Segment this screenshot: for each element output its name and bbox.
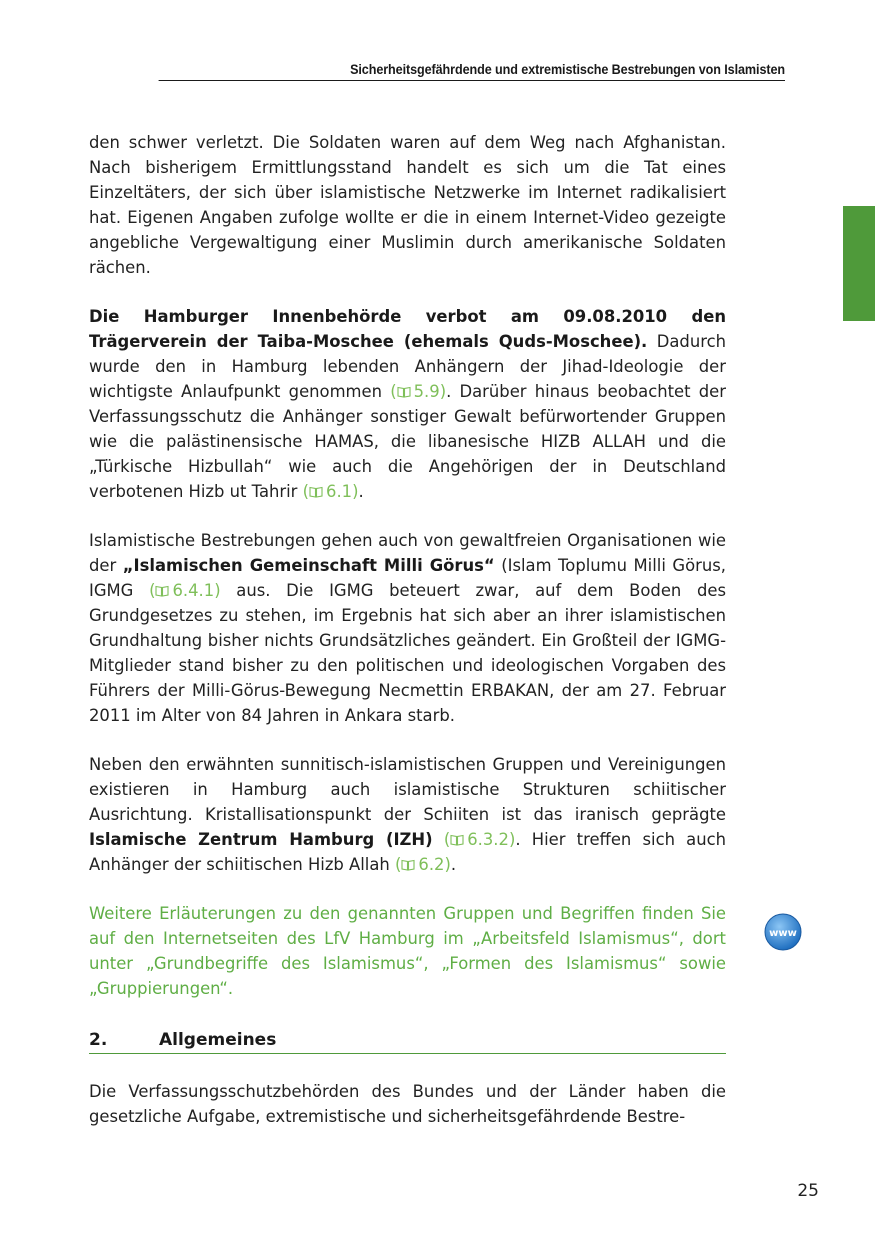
chapter-tab-marker: [843, 206, 875, 321]
paragraph-1: den schwer verletzt. Die Soldaten waren auf dem Weg nach Afghanistan. Nach bisherigem Ermittlungsstand handelt es sich um die Tat eines Einzeltäters, der sich über islamistische Netzwerke im Internet radikalisiert hat. Eigenen Angaben zufolge wollte er die in einem Internet-Video gezeigte angebliche Vergewaltigung einer Muslimin durch amerikanische Soldaten rächen.: [89, 133, 726, 277]
cross-reference[interactable]: ( 5.9): [390, 382, 447, 401]
section-text: Die Verfassungsschutzbehörden des Bundes und der Länder haben die gesetzliche Aufgabe, extremistische und sicherheitsgefährdende Bestre-: [89, 1082, 726, 1126]
book-icon: [450, 834, 464, 846]
paragraph-2-bold: Die Hamburger Innenbehörde verbot am 09.08.2010 den Trägerverein der Taiba-Moschee (ehemals Quds-Moschee).: [89, 307, 726, 351]
section-number: 2.: [89, 1030, 108, 1050]
book-icon: [397, 386, 411, 398]
cross-reference[interactable]: ( 6.2): [395, 855, 451, 874]
body-text: [89, 130, 726, 1025]
cross-reference[interactable]: ( 6.4.1): [149, 581, 221, 600]
book-icon: [309, 486, 323, 498]
section-title: Allgemeines: [159, 1030, 277, 1050]
paragraph-3: Islamistische Bestrebungen gehen auch von gewaltfreien Organisationen wie der „Islamischen Gemeinschaft Milli Görus“ (Islam Toplumu Milli Görus, IGMG ( 6.4.1) aus. Die IGMG beteuert zwar, auf dem Boden des Grundgesetzes zu stehen, im Ergebnis hat sich aber an ihrer islamistischen Grundhaltung bisher nichts Grundsätzliches geändert. Ein Großteil der IGMG-Mitglieder stand bisher zu den politischen und ideologischen Vorgaben des Führers der Milli-Görus-Bewegung Necmettin ERBAKAN, der am 27. Februar 2011 im Alter von 84 Jahren in Ankara starb.: [89, 531, 727, 725]
section-heading: [89, 1029, 726, 1054]
web-note: Weitere Erläuterungen zu den genannten Gruppen und Begriffen finden Sie auf den Internetseiten des LfV Hamburg im „Arbeitsfeld Islamismus“, dort unter „Grundbegriffe des Islamismus“, „Formen des Islamismus“ sowie „Gruppierungen“.: [89, 904, 726, 998]
cross-reference[interactable]: ( 6.1): [302, 482, 359, 501]
paragraph-4-bold: Islamische Zentrum Hamburg (IZH): [89, 830, 433, 849]
page-number: 25: [797, 1181, 819, 1201]
cross-reference[interactable]: ( 6.3.2): [443, 830, 516, 849]
book-icon: [155, 585, 169, 597]
paragraph-2: Die Hamburger Innenbehörde verbot am 09.08.2010 den Trägerverein der Taiba-Moschee (ehemals Quds-Moschee). Dadurch wurde den in Hamburg lebenden Anhängern der Jihad-Ideologie der wichtigste Anlaufpunkt genommen ( 5.9). Darüber hinaus beobachtet der Verfassungsschutz die Anhänger sonstiger Gewalt befürwortender Gruppen wie die palästinensische HAMAS, die libanesische HIZB ALLAH und die „Türkische Hizbullah“ wie auch die Angehörigen der in Deutschland verbotenen Hizb ut Tahrir ( 6.1).: [89, 307, 727, 501]
svg-text:www: www: [769, 928, 797, 939]
www-icon[interactable]: [764, 913, 802, 951]
book-icon: [401, 859, 415, 871]
paragraph-4: Neben den erwähnten sunnitisch-islamistischen Gruppen und Vereinigungen existieren in Hamburg auch islamistische Strukturen schiitischer Ausrichtung. Kristallisationspunkt der Schiiten ist das iranisch geprägte Islamische Zentrum Hamburg (IZH) ( 6.3.2). Hier treffen sich auch Anhänger der schiitischen Hizb Allah ( 6.2).: [89, 755, 726, 874]
running-header: Sicherheitsgefährdende und extremistische Bestrebungen von Islamisten: [159, 61, 785, 81]
paragraph-3-bold: „Islamischen Gemeinschaft Milli Görus“: [122, 556, 495, 575]
